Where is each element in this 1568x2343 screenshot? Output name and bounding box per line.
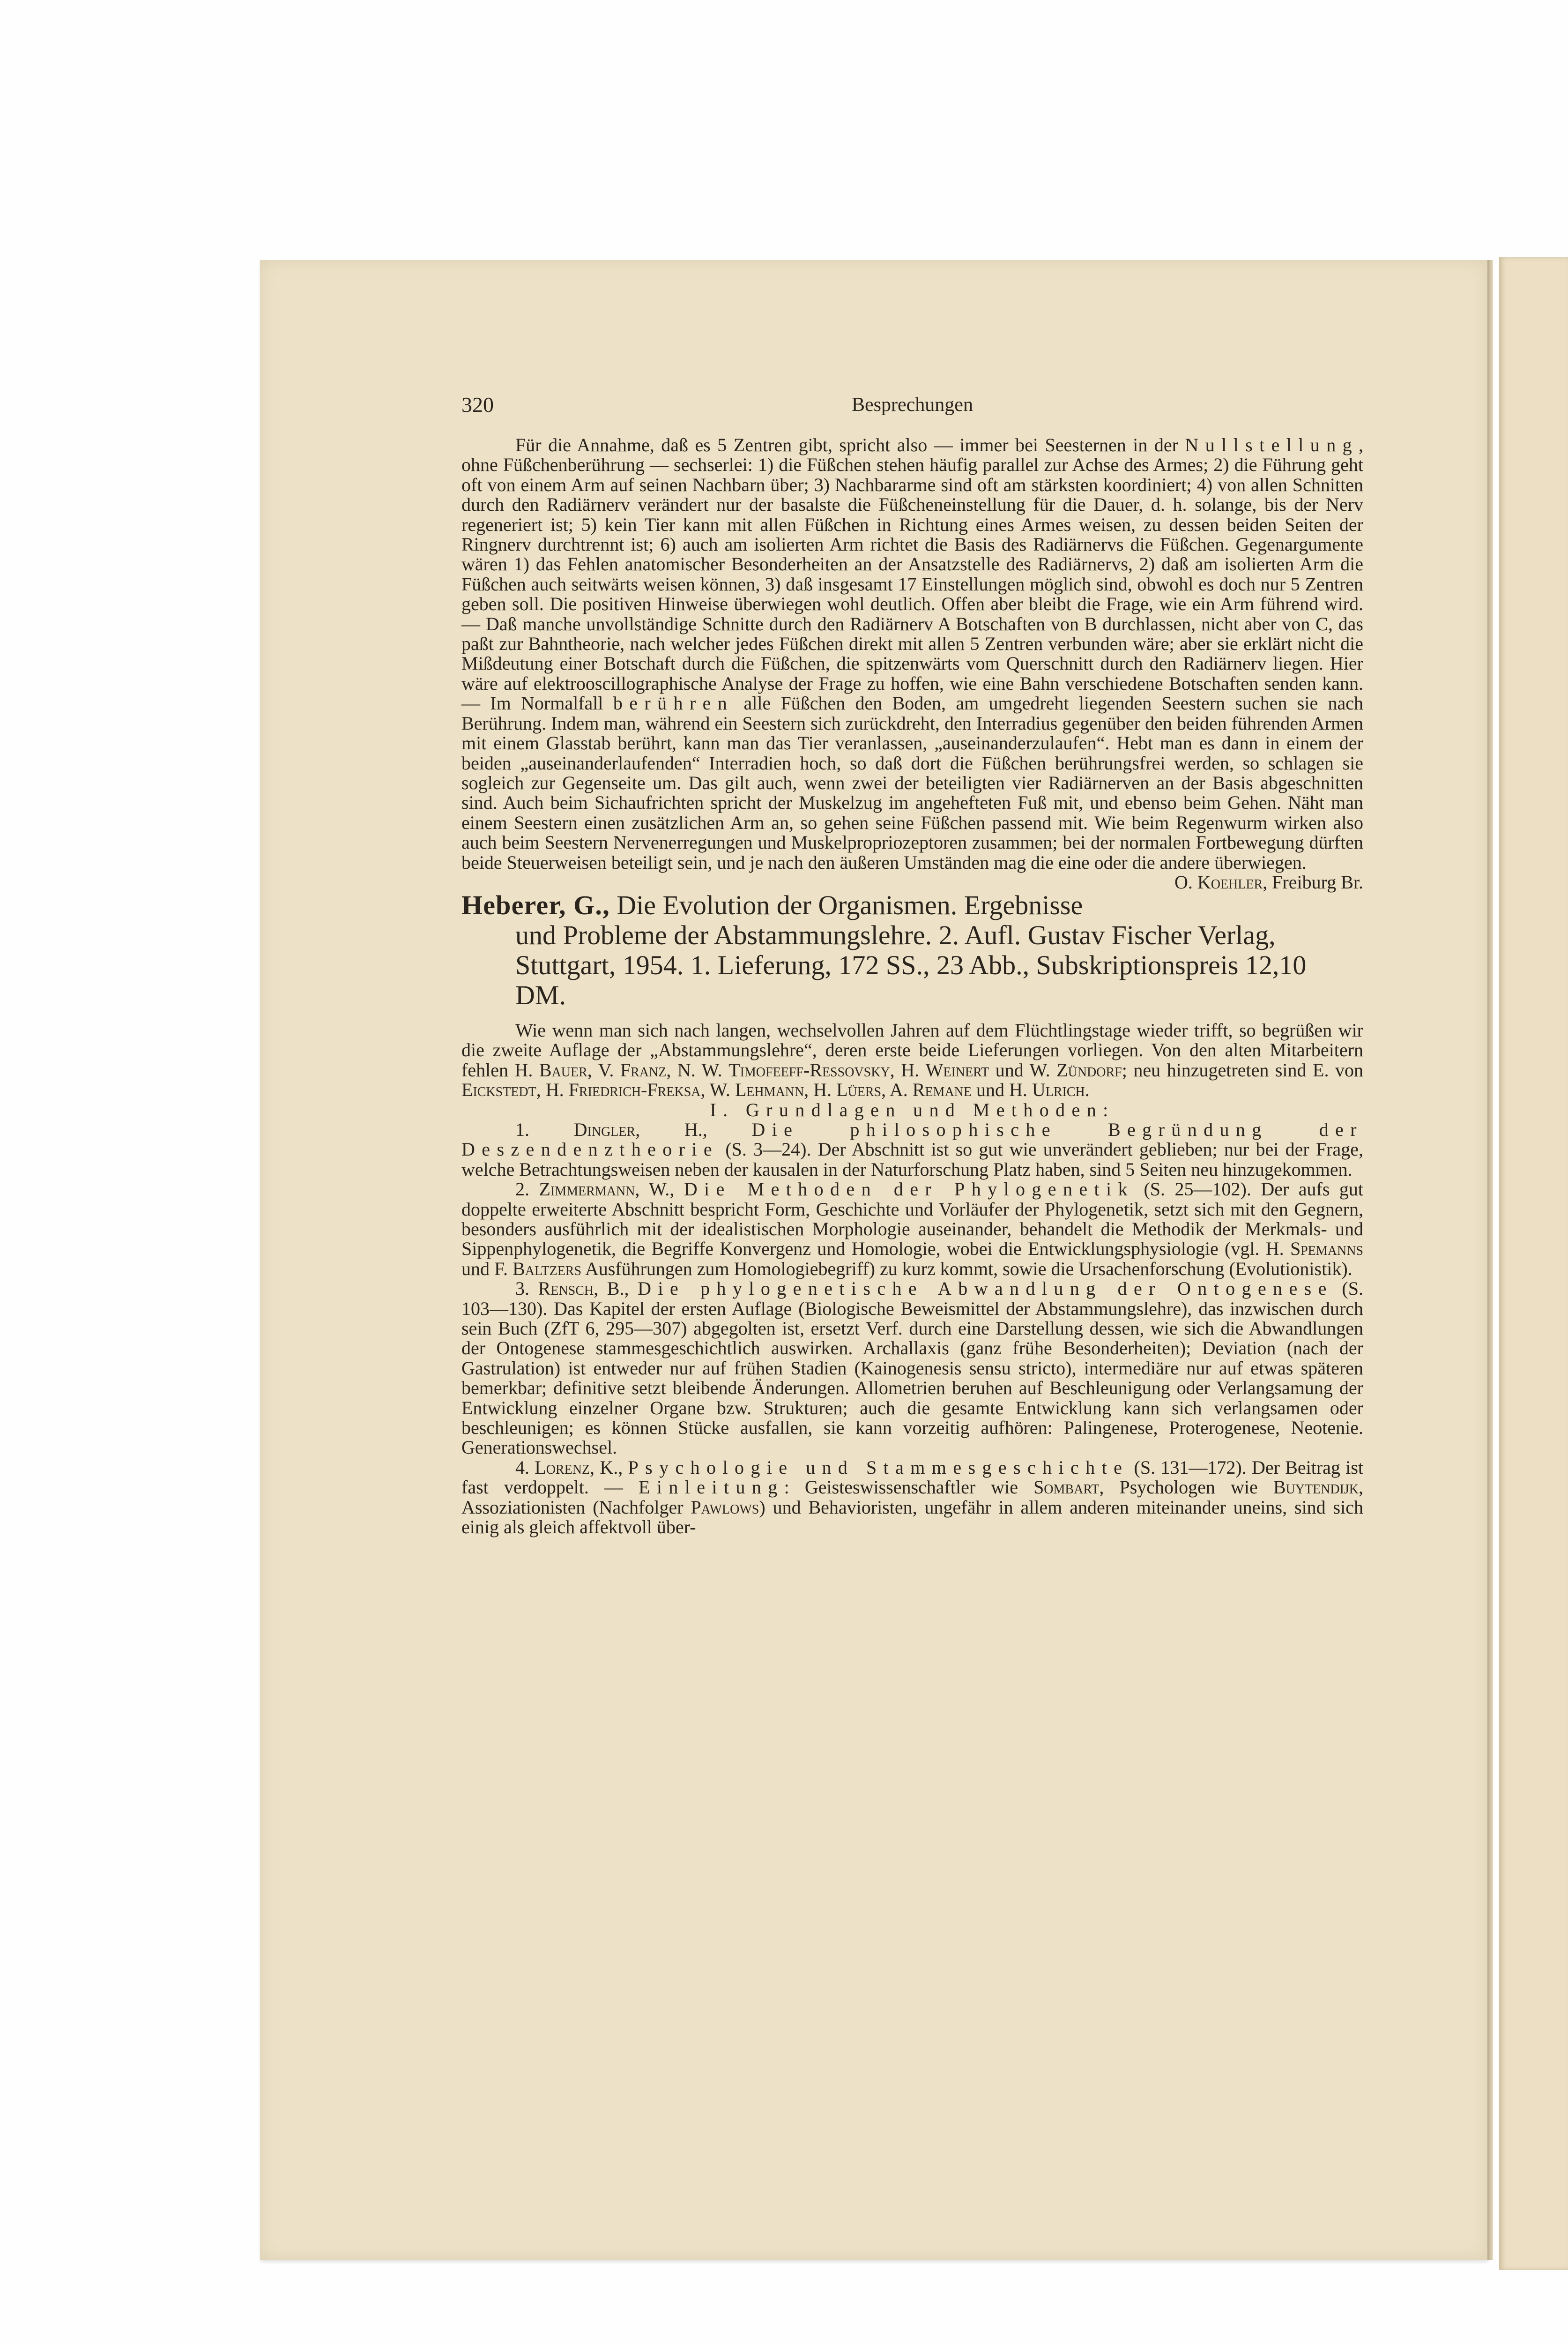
review-paragraph-seestern bbox=[461, 434, 1364, 893]
text-run: , ohne Füßchenberührung — sechserlei: 1) die Füßchen stehen häufig parallel zur Achse des Armes; 2) die Führung geht oft von einem Arm auf seinen Nachbarn über; 3) Nachbararme sind oft am stärksten koordiniert; 4) von allen Schnitten durch den Radiärnerv verändert nur der basalste die Füßcheneinstellung für die Dauer, d. h. solange, bis der Nerv regeneriert ist; 5) kein Tier kann mit allen Füßchen in Richtung eines Armes weisen, zu dessen beiden Seiten der Ringnerv durchtrennt ist; 6) auch am isolierten Arm richtet die Basis des Radiärnervs die Füßchen. Gegenargumente wären 1) das Fehlen anatomischer Besonderheiten an der Ansatzstelle des Radiärnervs, 2) daß am isolierten Arm die Füßchen auch seitwärts weisen können, 3) daß insgesamt 17 Einstellungen möglich sind, obwohl es doch nur 5 Zentren geben soll. Die positiven Hinweise überwiegen wohl deutlich. Offen aber bleibt die Frage, wie ein Arm führend wird. — Daß manche unvollständige Schnitte durch den Radiärnerv A Botschaften von B durchlassen, nicht aber von C, das paßt zur Bahntheorie, nach welcher jedes Füßchen direkt mit allen 5 Zentren verbunden wäre; aber sie erklärt nicht die Mißdeutung einer Botschaft durch die Füßchen, die spitzenwärts vom Querschnitt durch den Radiärnerv liegen. Hier wäre auf elektrooscillographische Analyse der Frage zu hoffen, wie eine Bahn verschiedene Botschaften senden kann. — Im Normalfall bbox=[461, 434, 1363, 714]
review-intro-paragraph: Wie wenn man sich nach langen, wechselvollen Jahren auf dem Flüchtlingstage wieder trifft, so begrüßen wir die zweite Auflage der „Abstammungslehre“, deren erste beide Lieferungen vorliegen. Von den alten Mitarbeitern fehlen H. Bauer, V. Franz, N. W. Timofeeff-Ressovsky, H. Weinert und W. Zündorf; neu hinzugetreten sind E. von Eickstedt, H. Friedrich-Freksa, W. Lehmann, H. Lüers, A. Remane und H. Ulrich. bbox=[461, 1019, 1364, 1101]
page-number: 320 bbox=[461, 393, 494, 417]
review-heading bbox=[461, 890, 1363, 1010]
adjacent-page-edge bbox=[1499, 257, 1568, 2270]
chapter-entry-4: 4. Lorenz, K., Psychologie und Stammesgeschichte (S. 131—172). Der Beitrag ist fast verdoppelt. — Einleitung: Geisteswissenschaftler wie Sombart, Psychologen wie Buytendijk, Assoziationisten (Nachfolger Pawlows) und Behavioristen, ungefähr in allem anderen miteinander uneins, sind sich einig als gleich affektvoll über- bbox=[461, 1456, 1364, 1538]
spaced-term: Nullstellung bbox=[1185, 434, 1359, 455]
running-header bbox=[461, 395, 1363, 419]
page-edge bbox=[1487, 260, 1493, 2260]
running-title: Besprechungen bbox=[852, 394, 973, 416]
reviewer-signature: O. Koehler, Freiburg Br. bbox=[1174, 871, 1363, 893]
page-text-block bbox=[461, 395, 1363, 1537]
text-run: alle Füßchen den Boden, am umgedreht liegenden Seestern suchen sie nach Berührung. Indem man, während ein Seestern sich zurückdreht, den Interradius gegenüber den beiden führenden Armen mit einem Glasstab berührt, kann man das Tier veranlassen, „auseinanderzulaufen“. Hebt man es dann in einem der beiden „auseinanderlaufenden“ Interradien hoch, so daß dort die Füßchen berührungsfrei werden, so schlagen sie sogleich zur Gegenseite um. Das gilt auch, wenn zwei der beteiligten vier Radiärnerven an der Basis abgeschnitten sind. Auch beim Sichaufrichten spricht der Muskelzug im angehefteten Fuß mit, und ebenso beim Gehen. Näht man einem Seestern einen zusätzlichen Arm an, so gehen seine Füßchen passend mit. Wie beim Regenwurm wirken also auch beim Seestern Nervenerregungen und Muskelpropriozeptoren zusammen; bei der normalen Fortbewegung dürften beide Steuerweisen beteiligt sein, und je nach den äußeren Umständen mag die eine oder die andere überwiegen. bbox=[461, 693, 1364, 873]
chapter-entry-1: 1. Dingler, H., Die philosophische Begründung der Deszendenztheorie (S. 3—24). Der Abschnitt ist so gut wie unverändert geblieben; nur bei der Frage, welche Betrachtungsweisen neben der kausalen in der Naturforschung Platz haben, sind 5 Seiten neu hinzugekommen. bbox=[461, 1119, 1364, 1180]
review-citation: Die Evolution der Organismen. Ergebnisse und Probleme der Abstammungslehre. 2. Aufl. Gustav Fischer Verlag, Stuttgart, 1954. 1. Lieferung, 172 SS., 23 Abb., Subskriptionspreis 12,10 DM. bbox=[515, 889, 1307, 1010]
review-author: Heberer, G., bbox=[461, 889, 610, 920]
text-run: Für die Annahme, daß es 5 Zentren gibt, spricht also — immer bei Seesternen in der bbox=[515, 434, 1185, 455]
chapter-entry-2: 2. Zimmermann, W., Die Methoden der Phylogenetik (S. 25—102). Der aufs gut doppelte erweiterte Abschnitt bespricht Form, Geschichte und Vorläufer der Phylogenetik, setzt sich mit den Gegnern, besonders ausführlich mit der idealistischen Morphologie auseinander, behandelt die Methodik der Merkmals- und Sippenphylogenetik, die Begriffe Konvergenz und Homologie, wobei die Entwicklungsphysiologie (vgl. H. Spemanns und F. Baltzers Ausführungen zum Homologiebegriff) zu kurz kommt, sowie die Ursachenforschung (Evolutionistik). bbox=[461, 1179, 1364, 1279]
chapter-entry-3: 3. Rensch, B., Die phylogenetische Abwandlung der Ontogenese (S. 103—130). Das Kapitel der ersten Auflage (Biologische Beweismittel der Abstammungslehre), das inzwischen durch sein Buch (ZfT 6, 295—307) abgegolten ist, ersetzt Verf. durch eine Darstellung dessen, wie sich die Abwandlungen der Ontogenese stammesgeschichtlich auswirken. Archallaxis (ganz frühe Besonderheiten); Deviation (nach der Gastrulation) ist entweder nur auf frühen Stadien (Kainogenesis sensu stricto), intermediäre nur auf etwas späteren bemerkbar; definitive setzt bleibende Änderungen. Allometrien beruhen auf Beschleunigung oder Verlangsamung der Entwicklung einzelner Organe bzw. Strukturen; auch die gesamte Entwicklung kann sich verlangsamen oder beschleunigen; es können Stücke ausfallen, sie kann vorzeitig aufhören: Palingenese, Proterogenese, Neotenie. Generationswechsel. bbox=[461, 1278, 1364, 1458]
spaced-term: berühren bbox=[613, 693, 734, 714]
section-heading: I. Grundlagen und Methoden: bbox=[710, 1099, 1115, 1120]
